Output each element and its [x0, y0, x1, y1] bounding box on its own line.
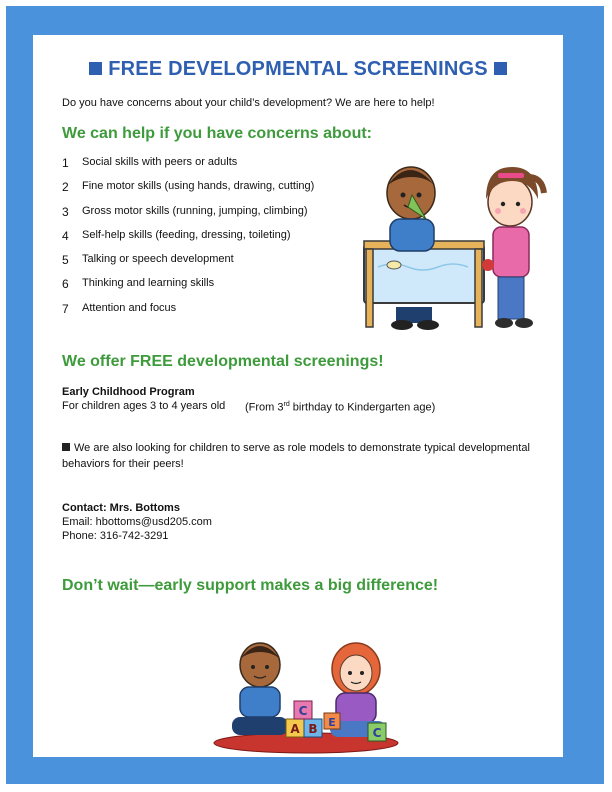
- item-text: Fine motor skills (using hands, drawing, cutting): [82, 180, 315, 193]
- closing-heading: Don’t wait—early support makes a big difference!: [62, 577, 439, 594]
- concerns-heading: We can help if you have concerns about:: [62, 125, 372, 142]
- item-number: 4: [62, 228, 69, 243]
- role-model-note: [62, 440, 552, 472]
- range-suffix: birthday to Kindergarten age): [289, 401, 436, 414]
- item-number: 5: [62, 253, 69, 268]
- children-water-table-illustration: [358, 147, 548, 332]
- list-item: [62, 229, 314, 253]
- page-title: [33, 58, 563, 81]
- contact-email: Email: hbottoms@usd205.com: [62, 516, 212, 528]
- contact-block: [62, 501, 212, 543]
- list-item: [62, 205, 314, 229]
- block-c: C: [298, 704, 308, 718]
- square-bullet-icon: [62, 443, 70, 451]
- title-text: FREE DEVELOPMENTAL SCREENINGS: [108, 58, 488, 80]
- program-ages: For children ages 3 to 4 years old: [62, 400, 226, 412]
- item-text: Talking or speech development: [82, 253, 234, 266]
- contact-phone: Phone: 316-742-3291: [62, 530, 169, 542]
- block-a: A: [290, 722, 300, 736]
- item-number: 6: [62, 277, 69, 292]
- item-text: Attention and focus: [82, 301, 177, 314]
- offer-heading: We offer FREE developmental screenings!: [62, 353, 384, 370]
- item-text: Gross motor skills (running, jumping, climbing): [82, 204, 308, 217]
- concerns-list: [62, 156, 314, 326]
- item-number: 1: [62, 156, 69, 170]
- block-e: E: [328, 716, 336, 729]
- item-number: 7: [62, 301, 69, 316]
- block-c-second: C: [372, 726, 382, 740]
- list-item: [62, 277, 314, 301]
- program-name: Early Childhood Program: [62, 386, 195, 398]
- list-item: [62, 180, 314, 204]
- list-item: [62, 253, 314, 277]
- list-item: [62, 302, 314, 326]
- role-model-text: We are also looking for children to serve as role models to demonstrate typical developmental behaviors for their peers!: [62, 442, 530, 470]
- item-number: 2: [62, 180, 69, 195]
- item-text: Thinking and learning skills: [82, 277, 215, 290]
- square-bullet-icon: [89, 62, 102, 75]
- range-prefix: (From 3: [245, 401, 284, 414]
- block-b: B: [308, 722, 318, 736]
- contact-name: Contact: Mrs. Bottoms: [62, 502, 180, 514]
- item-text: Self-help skills (feeding, dressing, toileting): [82, 228, 291, 241]
- list-item: [62, 156, 314, 180]
- range-superscript: rd: [283, 401, 290, 408]
- square-bullet-icon: [494, 62, 507, 75]
- item-text: Social skills with peers or adults: [82, 156, 238, 168]
- flyer-sheet: [33, 35, 563, 757]
- item-number: 3: [62, 204, 69, 219]
- children-blocks-illustration: [208, 635, 403, 755]
- program-age-range: [245, 401, 435, 414]
- intro-text: Do you have concerns about your child’s development? We are here to help!: [62, 97, 435, 109]
